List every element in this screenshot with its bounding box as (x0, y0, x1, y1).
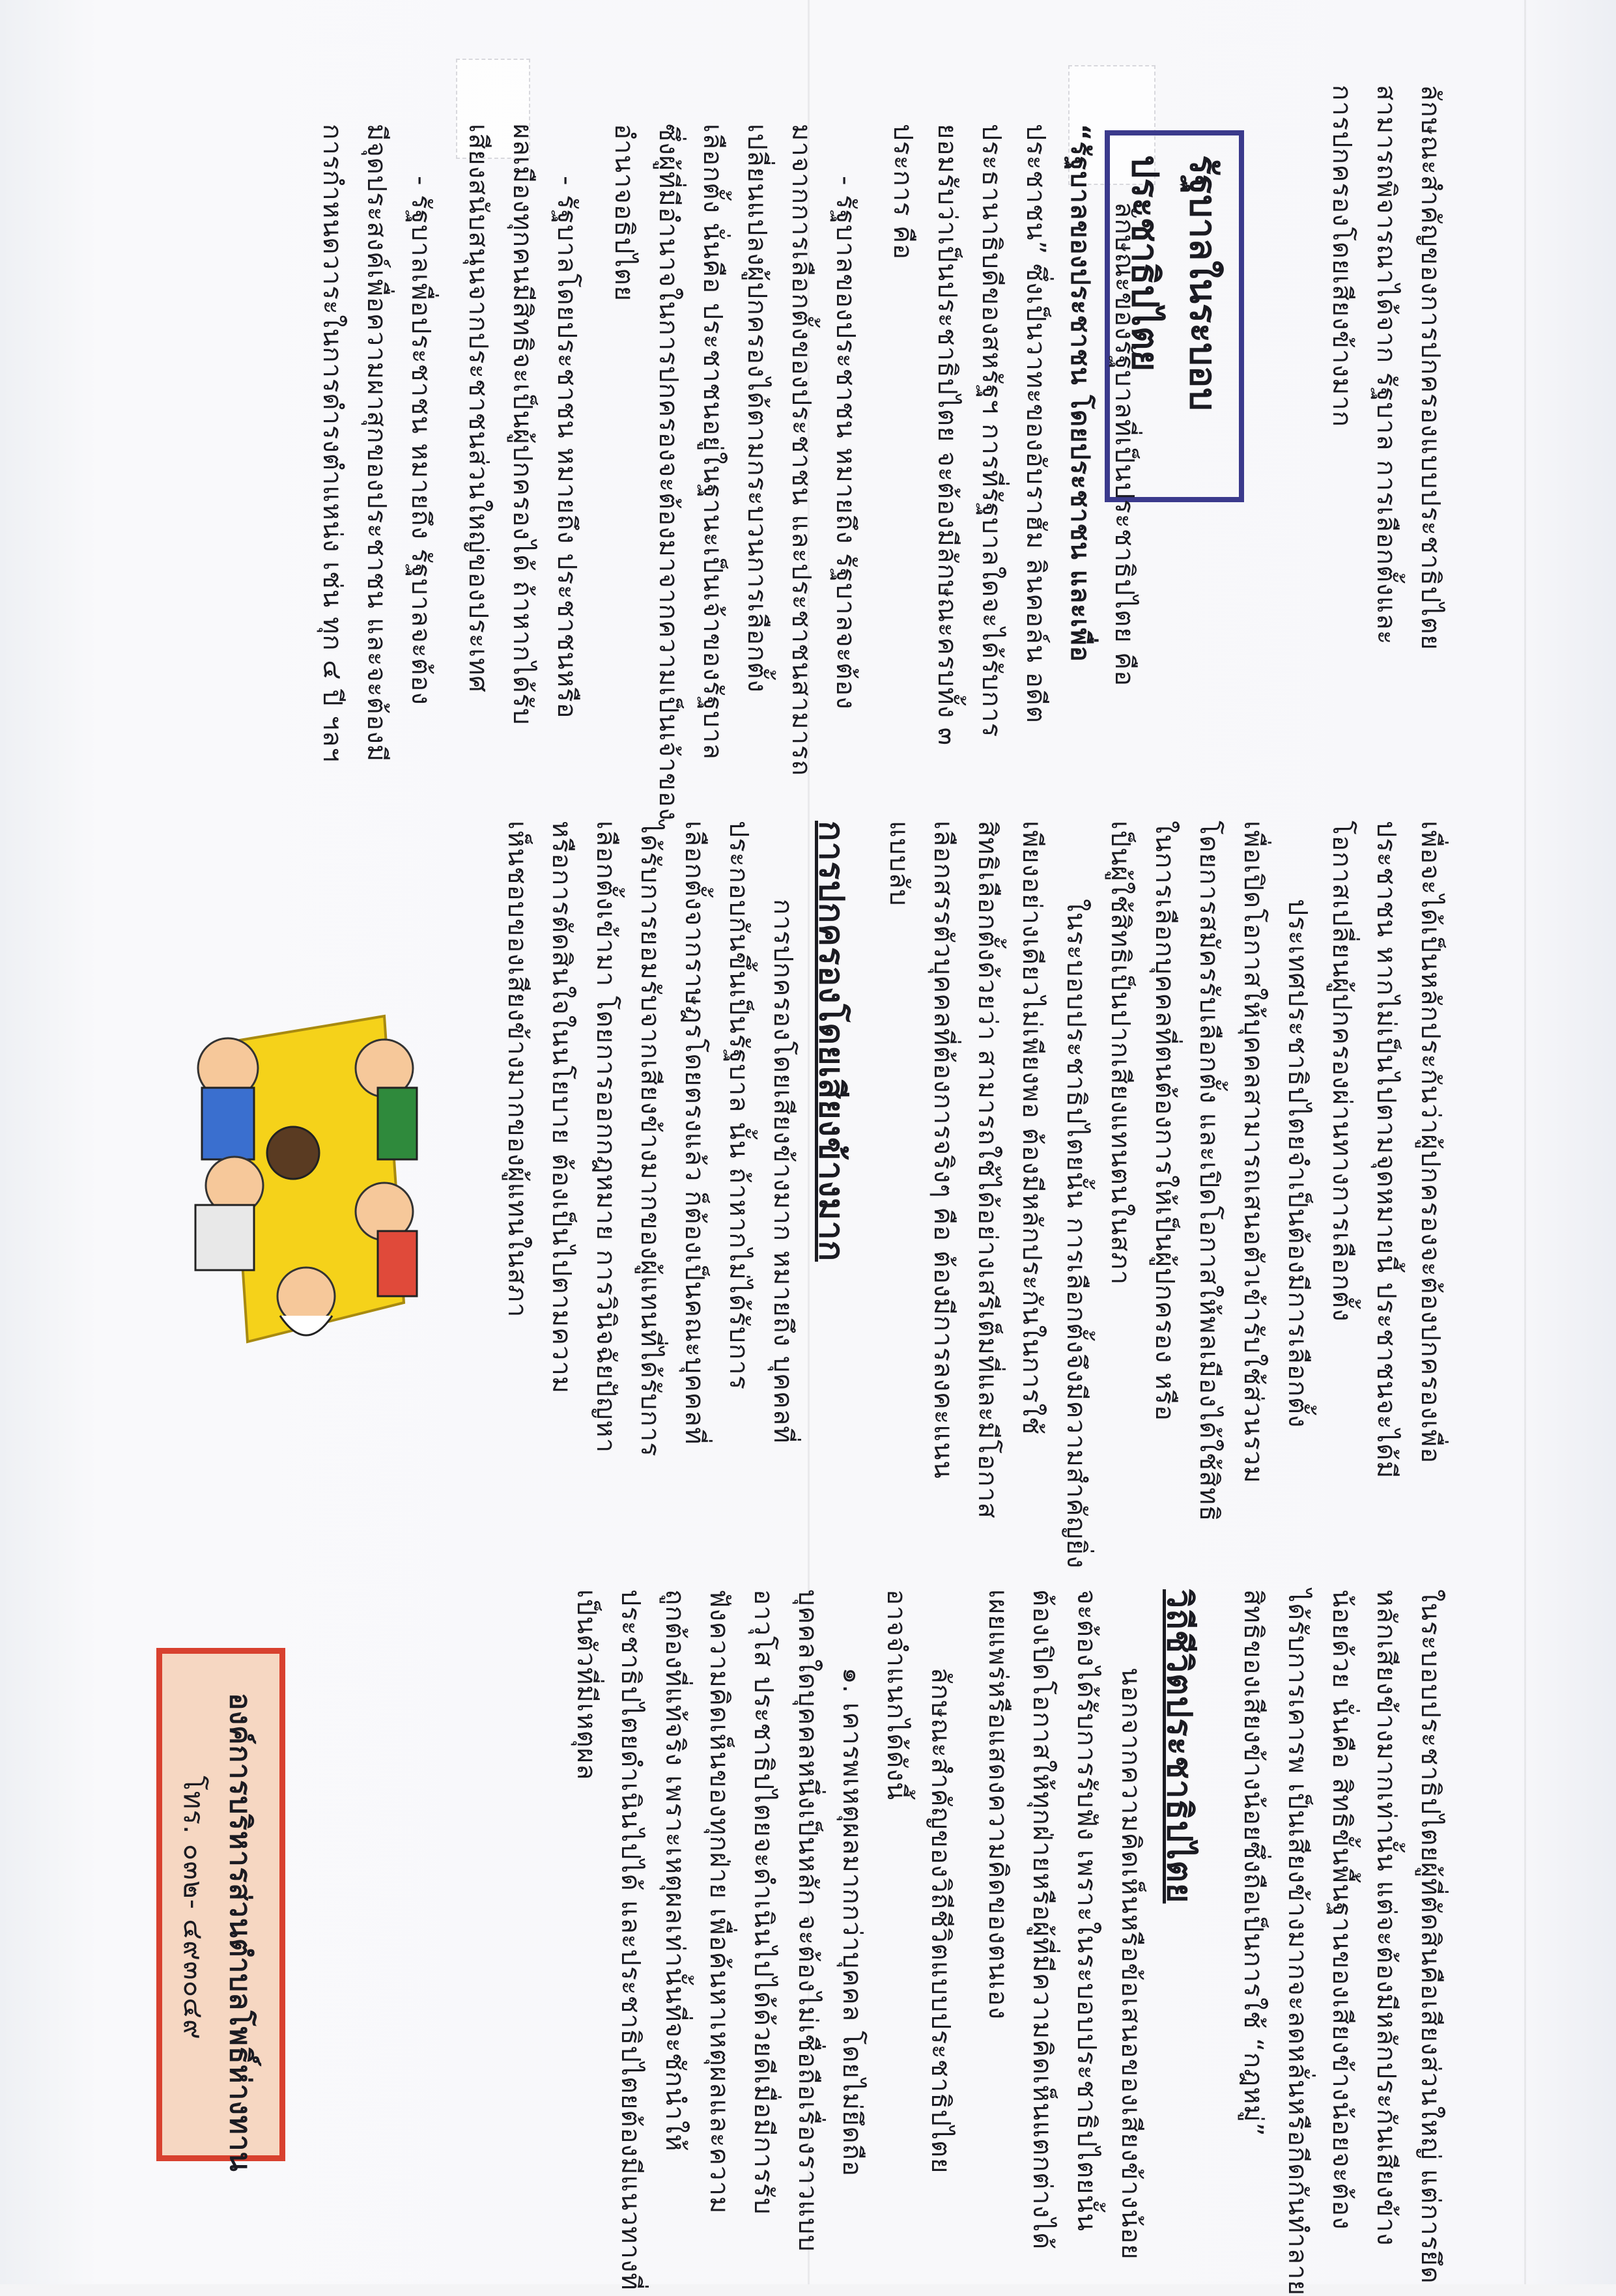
text-line: ลักษณะสำคัญของวิถีชีวิตแบบประชาธิปไตย (926, 1667, 956, 2174)
text-line: สามารถพิจารณาได้จาก รัฐบาล การเลือกตั้งและ (1371, 85, 1401, 645)
footer-text (171, 1693, 263, 2172)
text-line: ลักษณะของรัฐบาลที่เป็นประชาธิปไตย คือ (1109, 202, 1139, 687)
text-line: “รัฐบาลของประชาชน โดยประชาชน และเพื่อ (1065, 124, 1095, 662)
cartoon-meeting-people-icon (189, 990, 423, 1368)
text-line: ต้องเปิดโอกาสให้ทุกฝ่ายหรือผู้ที่มีความคิดเห็นแตกต่างได้ (1027, 1589, 1057, 2250)
text-line: เลือกตั้งเข้ามา โดยการออกกฎหมาย การวินิจฉัยปัญหา (591, 821, 621, 1454)
text-line: ประธานาธิบดีของสหรัฐฯ การที่รัฐบาลใดจะได้รับการ (976, 124, 1006, 738)
text-line: น้อยด้วย นั่นคือ สิทธิขั้นพื้นฐานของเสียงข้างน้อยจะต้อง (1327, 1589, 1357, 2230)
text-line: ถูกต้องที่แท้จริง เพราะเหตุผลเท่านั้นที่จะชักนำให้ (660, 1589, 690, 2152)
text-line: การกำหนดวาระในการดำรงตำแหน่ง เช่น ทุก ๔ ปี ฯลฯ (317, 124, 347, 763)
text-line: - รัฐบาลของประชาชน หมายถึง รัฐบาลจะต้อง (830, 176, 860, 710)
text-line: นอกจากความคิดเห็นหรือข้อเสนอของเสียงข้างน้อย (1116, 1667, 1146, 2260)
text-line: เห็นชอบของเสียงข้างมากของผู้แทนในสภา (502, 821, 532, 1318)
text-line: มาจากการเลือกตั้งของประชาชน และประชาชนสามารถ (786, 124, 816, 776)
text-line: เป็นตัวที่มีเหตุผล (571, 1589, 601, 1781)
org-name: องค์การบริหารส่วนตำบลโพธิ์ห่างทาน (223, 1693, 257, 2172)
fold-line (1524, 0, 1526, 2284)
text-line: ได้รับการเคารพ เป็นเสียงข้างมากจะลดหลั่นหรือกีดกันทำลาย (1283, 1589, 1312, 2296)
panel-election (495, 821, 1453, 1569)
text-line: ประชาชน” ซึ่งเป็นวาทะของอับราฮัม ลินคอล์น อดีต (1021, 124, 1051, 724)
section-heading: วิถีชีวิตประชาธิปไตย (1159, 1589, 1198, 1904)
text-line: เลือกตั้งจากราษฎรโดยตรงแล้ว ก็ต้องเป็นคณะบุคคลที่ (679, 821, 709, 1445)
text-line: - รัฐบาลเพื่อประชาชน หมายถึง รัฐบาลจะต้อง (406, 176, 436, 705)
text-line: ผลเมืองทุกคนมีสิทธิจะเป็นผู้ปกครองได้ ถ้าหากได้รับ (507, 124, 537, 726)
text-line: สิทธิของเสียงข้างน้อยซึ่งถือเป็นการใช้ “กฎหมู่” (1238, 1589, 1268, 2137)
text-line: ในระบอบประชาธิปไตยนั้น การเลือกตั้งจึงมีความสำคัญยิ่ง (1061, 899, 1091, 1569)
page-title: รัฐบาลในระบอบประชาธิปไตย (1105, 130, 1244, 502)
footer-contact-box (156, 1648, 285, 2172)
section-heading: การปกครองโดยเสียงข้างมาก (812, 821, 851, 1262)
intro-block (1320, 85, 1453, 788)
text-line: เปลี่ยนแปลงผู้ปกครองได้ตามกระบวนการเลือกตั้ง (742, 124, 772, 693)
text-line: อาจจำแนกได้ดังนี้ (881, 1589, 911, 1801)
text-line: ได้รับการยอมรับจากเสียงข้างมากของผู้แทนที่ได้รับการ (635, 821, 665, 1457)
text-line: จะต้องได้รับการรับฟัง เพราะในระบอบประชาธิปไตยนั้น (1071, 1589, 1101, 2232)
text-line: เลือกสรรตัวบุคคลที่ต้องการจริงๆ คือ ต้องมีการลงคะแนน (928, 821, 958, 1479)
text-line: เพื่อเปิดโอกาสให้บุคคลสามารถเสนอตัวเข้ารับใช้ส่วนรวม (1238, 821, 1268, 1484)
text-line: ประชาธิปไตยดำเนินไปได้ และประชาธิปไตยต้องมีแนวทางที่ (616, 1589, 645, 2291)
text-line: เพื่อจะได้เป็นหลักประกันว่าผู้ปกครองจะต้องปกครองเพื่อ (1415, 821, 1445, 1464)
phone-number: โทร. ๐๓๒- ๔๙๓๐๔๙ (178, 1776, 210, 2040)
text-line: โดยการสมัครรับเลือกตั้ง และเปิดโอกาสให้พลเมืองได้ใช้สิทธิ (1194, 821, 1224, 1522)
text-line: มีจุดประสงค์เพื่อความผาสุกของประชาชน และจะต้องมี (361, 124, 391, 763)
text-line: การปกครองโดยเสียงข้างมาก หมายถึง บุคคลที่ (768, 899, 798, 1444)
text-line: ประเทศประชาธิปไตยจำเป็นต้องมีการเลือกตั้ง (1283, 899, 1312, 1428)
panel-democratic-life (564, 1589, 1453, 2296)
text-line: หลักเสียงข้างมากเท่านั้น แต่จะต้องมีหลักประกันเสียงข้าง (1371, 1589, 1401, 2246)
text-line: ประกอบกันขึ้นเป็นรัฐบาล นั้น ถ้าหากไม่ได้รับการ (724, 821, 754, 1391)
text-line: - รัฐบาลโดยประชาชน หมายถึง ประชาชนหรือ (552, 176, 582, 719)
text-line: ในระบอบประชาธิปไตยผู้ที่ตัดสินคือเสียงส่วนใหญ่ แต่การยึด (1415, 1589, 1445, 2284)
text-line: ลักษณะสำคัญของการปกครองแบบประชาธิปไตย (1415, 85, 1445, 651)
text-line: เป็นผู้ใช้สิทธิเป็นปากเสียงแทนตนในสภา (1105, 821, 1135, 1286)
text-line: การปกครองโดยเสียงข้างมาก (1327, 85, 1357, 427)
text-line: บุคคลใดบุคคลหนึ่งเป็นหลัก จะต้องไม่เชื่อถือเรื่องราวแบบ (793, 1589, 823, 2252)
text-line: ซึ่งผู้ที่มีอำนาจในการปกครองจะต้องมาจากความเป็นเจ้าของ (653, 124, 683, 821)
text-line: เผยแพร่หรือแสดงความคิดของตนเอง (983, 1589, 1013, 2020)
text-line: เพียงอย่างเดียวไม่เพียงพอ ต้องมีหลักประกันในการใช้ (1017, 821, 1047, 1436)
text-line: ในการเลือกบุคคลที่ตนต้องการให้เป็นผู้ปกครอง หรือ (1150, 821, 1180, 1422)
text-line: ๑. เคารพเหตุผลมากกว่าบุคคล โดยไม่ยึดถือ (837, 1667, 867, 2177)
text-line: อาวุโส ประชาธิปไตยจะดำเนินไปได้ด้วยดีเมื่อมีการรับ (748, 1589, 778, 2215)
text-line: สิทธิเลือกตั้งด้วยว่า สามารถใช้ได้อย่างเสรีเต็มที่และมีโอกาส (972, 821, 1002, 1519)
panel-government (1320, 85, 1453, 788)
text-line: อำนาจอธิปไตย (609, 124, 639, 302)
text-line: เลือกตั้ง นั่นคือ ประชาชนอยู่ในฐานะเป็นเจ้าของรัฐบาล (698, 124, 728, 760)
text-line: โอกาสเปลี่ยนผู้ปกครองผ่านทางการเลือกตั้ง (1327, 821, 1357, 1322)
text-line: ประการ คือ (888, 124, 918, 261)
text-line: ยอมรับว่าเป็นประชาธิปไตย จะต้องมีลักษณะครบทั้ง ๓ (932, 124, 962, 746)
text-line: ประชาชน หากไม่เป็นไปตามจุดหมายนี้ ประชาชนจะได้มี (1371, 821, 1401, 1479)
text-line: ฟังความคิดเห็นของทุกฝ่าย เพื่อค้นหาเหตุผลและความ (704, 1589, 734, 2215)
panel-government-body (310, 124, 1146, 821)
text-line: หรือการตัดสินใจในนโยบาย ต้องเป็นไปตามความ (546, 821, 576, 1395)
text-line: เสียงสนับสนุนจากประชาชนส่วนใหญ่ของประเทศ (463, 124, 493, 693)
text-line: แบบลับ (884, 821, 914, 907)
